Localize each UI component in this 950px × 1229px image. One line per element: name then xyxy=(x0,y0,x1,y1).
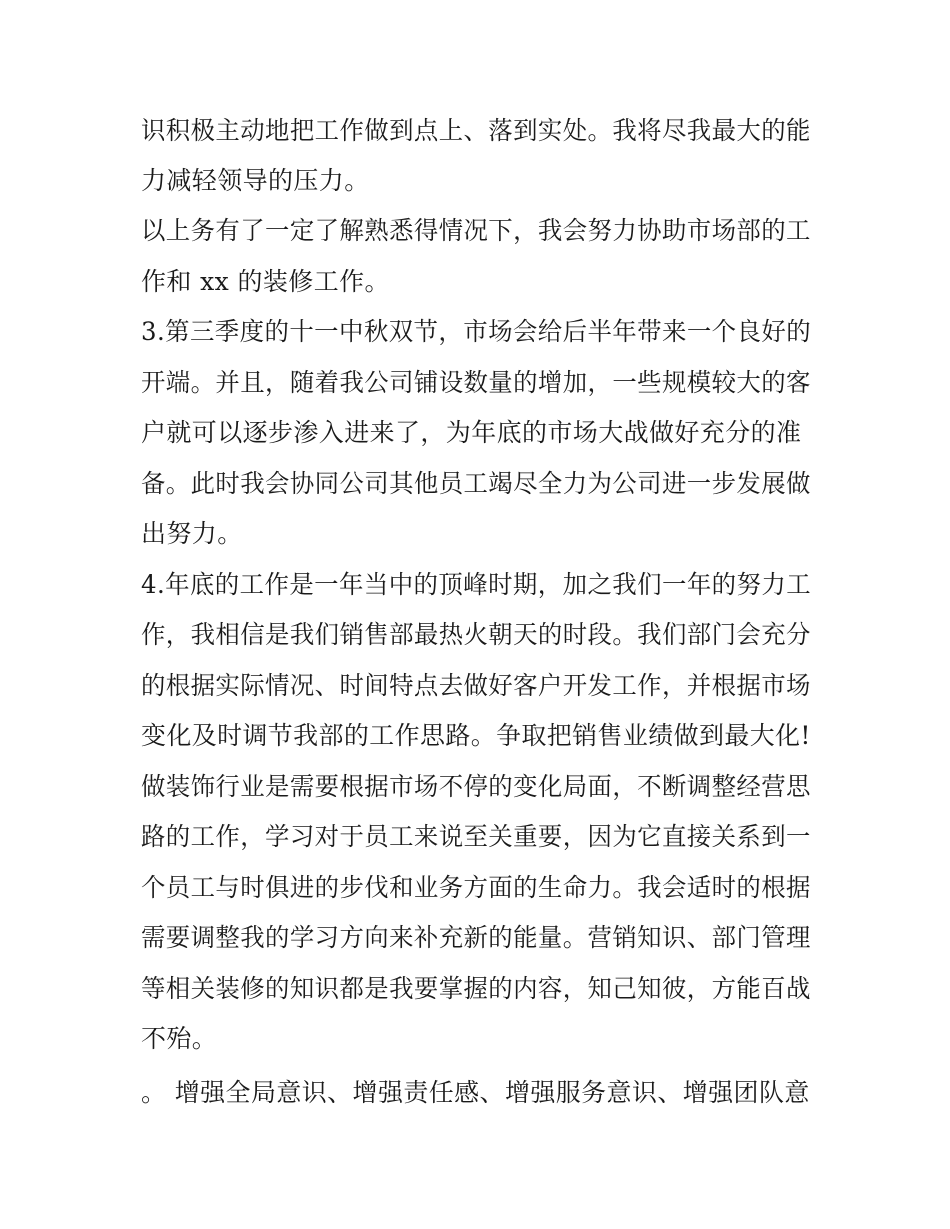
text-line: 开端。并且，随着我公司铺设数量的增加，一些规模较大的客 xyxy=(141,368,811,397)
text-line: 力减轻领导的压力。 xyxy=(141,166,370,195)
text-line: 识积极主动地把工作做到点上、落到实处。我将尽我最大的能 xyxy=(141,116,811,145)
text-line: 不殆。 xyxy=(141,1024,218,1053)
text-line: 4.年底的工作是一年当中的顶峰时期，加之我们一年的努力工 xyxy=(141,570,812,599)
text-line: 出努力。 xyxy=(141,519,243,548)
text-line: 路的工作，学习对于员工来说至关重要，因为它直接关系到一 xyxy=(141,822,811,851)
text-line: 3.第三季度的十一中秋双节，市场会给后半年带来一个良好的 xyxy=(141,317,812,346)
text-line: 。 增强全局意识、增强责任感、增强服务意识、增强团队意 xyxy=(141,1078,810,1107)
text-line: 做装饰行业是需要根据市场不停的变化局面，不断调整经营思 xyxy=(141,772,811,801)
text-line: 个员工与时俱进的步伐和业务方面的生命力。我会适时的根据 xyxy=(141,873,811,902)
text-line: 以上务有了一定了解熟悉得情况下，我会努力协助市场部的工 xyxy=(141,216,811,245)
text-line: 等相关装修的知识都是我要掌握的内容，知己知彼，方能百战 xyxy=(141,974,811,1003)
text-line: 的根据实际情况、时间特点去做好客户开发工作，并根据市场 xyxy=(141,671,811,700)
text-line: 变化及时调节我部的工作思路。争取把销售业绩做到最大化! xyxy=(141,721,811,750)
text-line: 作和 xx 的装修工作。 xyxy=(141,267,390,296)
text-line: 需要调整我的学习方向来补充新的能量。营销知识、部门管理 xyxy=(141,923,811,952)
text-line: 户就可以逐步渗入进来了，为年底的市场大战做好充分的准 xyxy=(141,418,802,447)
text-line: 备。此时我会协同公司其他员工竭尽全力为公司进一步发展做 xyxy=(141,469,811,498)
text-line: 作，我相信是我们销售部最热火朝天的时段。我们部门会充分 xyxy=(141,620,811,649)
